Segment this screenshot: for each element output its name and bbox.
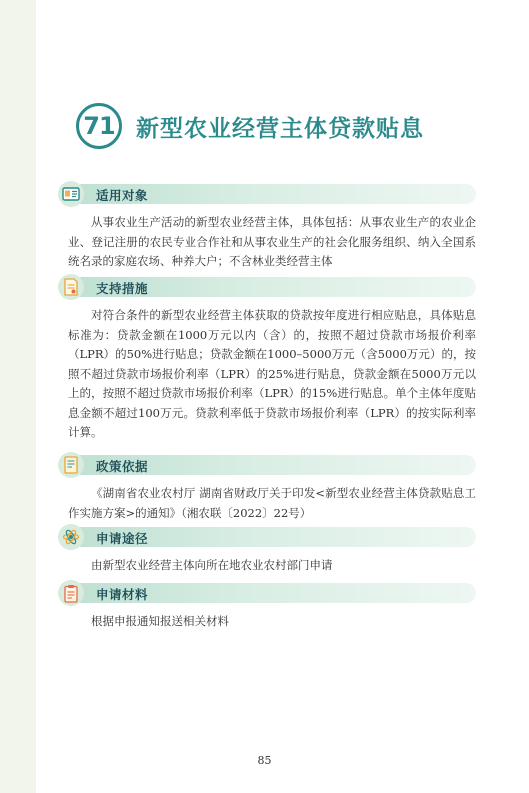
item-number: 71 xyxy=(83,112,115,140)
section-body xyxy=(68,612,476,632)
section-target xyxy=(58,181,476,272)
title-block xyxy=(76,103,424,149)
section-measures xyxy=(58,274,476,443)
section-header xyxy=(58,181,476,207)
clipboard-icon xyxy=(58,580,84,606)
section-text: 根据申报通知报送相关材料 xyxy=(91,614,229,628)
id-card-icon xyxy=(58,181,84,207)
page-title: 新型农业经营主体贷款贴息 xyxy=(136,115,424,142)
page-number: 85 xyxy=(257,754,272,767)
section-materials xyxy=(58,580,476,632)
section-body xyxy=(68,213,476,272)
item-number-badge xyxy=(76,103,122,149)
section-text: 从事农业生产活动的新型农业经营主体，具体包括：从事农业生产的农业企业、登记注册的农民专业合作社和从事农业生产的社会化服务组织、纳入全国系统名录的家庭农场、种养大户；不含林业类经营主体 xyxy=(68,215,476,268)
section-title: 支持措施 xyxy=(96,281,149,296)
section-text: 对符合条件的新型农业经营主体获取的贷款按年度进行相应贴息，具体贴息标准为：贷款金额在1000万元以内（含）的，按照不超过贷款市场报价利率（LPR）的50%进行贴息；贷款金额在1000–5000万元（含5000万元）的，按照不超过贷款市场报价利率（LPR）的25%进行贴息，贷款金额在5000万元以上的，按照不超过贷款市场报价利率（LPR）的15%进行贴息。单个主体年度贴息金额不超过100万元。贷款利率低于贷款市场报价利率（LPR）的按实际利率计算。 xyxy=(68,308,476,439)
section-header xyxy=(58,580,476,606)
section-title: 申请材料 xyxy=(96,587,149,602)
section-title: 申请途径 xyxy=(96,531,149,546)
section-body xyxy=(68,306,476,443)
section-header xyxy=(58,524,476,550)
section-text: 《湖南省农业农村厅 湖南省财政厅关于印发<新型农业经营主体贷款贴息工作实施方案>的通知》（湘农联〔2022〕22号） xyxy=(68,486,476,520)
section-body xyxy=(68,484,476,523)
section-policy-basis xyxy=(58,452,476,523)
section-title: 适用对象 xyxy=(96,188,149,203)
section-title: 政策依据 xyxy=(96,459,149,474)
section-application-channel xyxy=(58,524,476,576)
section-header xyxy=(58,452,476,478)
atom-network-icon xyxy=(58,524,84,550)
section-body xyxy=(68,556,476,576)
document-icon xyxy=(58,274,84,300)
section-text: 由新型农业经营主体向所在地农业农村部门申请 xyxy=(91,558,333,572)
policy-document-icon xyxy=(58,452,84,478)
section-header xyxy=(58,274,476,300)
side-margin-band xyxy=(0,0,36,793)
